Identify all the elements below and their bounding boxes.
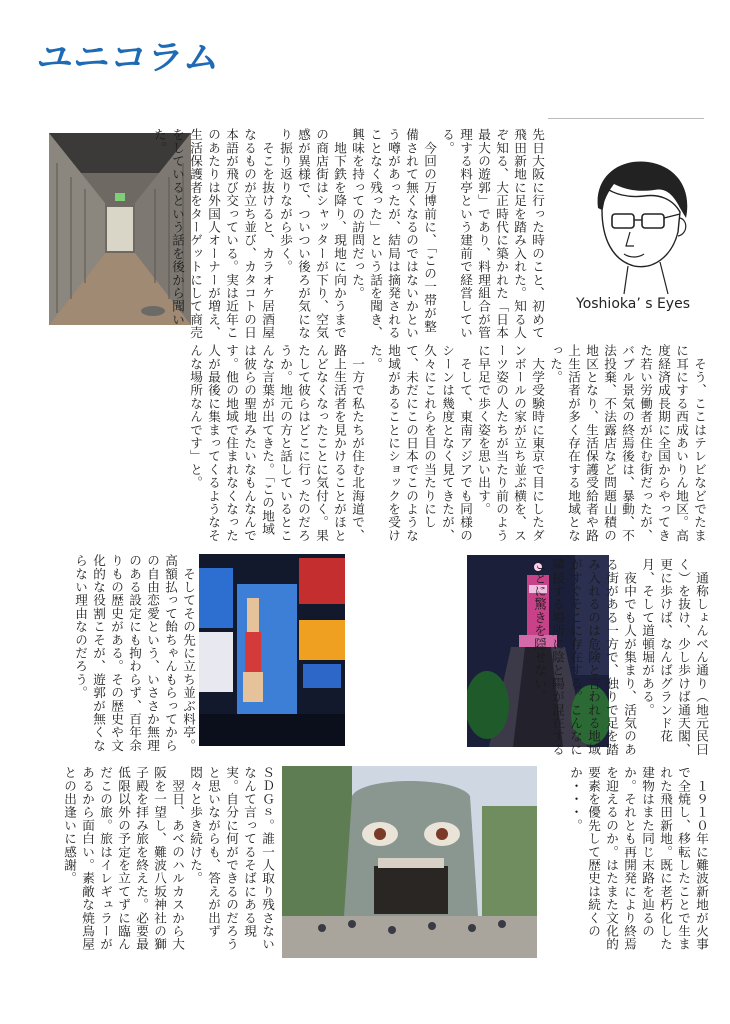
- column-logo: ユニコラム: [34, 38, 223, 78]
- article-block-4: そしてその先に立ち並ぶ料亭。高額払って飴ちゃんもらってからの自由恋愛という、いささか無理のある設定にも拘わらず、百年余りもの歴史がある。その歴史や文化的な役割こそが、遊郭が無くならない理由なのだろう。: [73, 554, 196, 752]
- portrait-caption: Yoshioka’ s Eyes: [576, 296, 691, 312]
- article-block-3: 通称しょんべん通り（地元民曰く）を抜け、少し歩けば通天閣、更に歩けば、なんばグランド花月、そして道頓堀がある。 夜中でも人が集まり、活気のある街がある一方で、独りで足を踏み入れるのは危険と言われる地域がすぐそこに存在する。こんなに隣接する場所に陰と陽が混在することに驚きを隠せない。: [532, 558, 709, 756]
- giant-lion-head-shrine-icon: [282, 766, 537, 958]
- dotonbori-photo: [199, 554, 345, 746]
- neon-signs-running-man-icon: [199, 554, 345, 746]
- article-block-1: 先日大阪に行った時のこと、初めて飛田新地に足を踏み入れた。知る人ぞ知る、大正時代に築かれた「日本最大の遊郭」であり、料理組合が管理する料亭という建前で経営している。 今回の万博前に、「この一帯が整備されて無くなるのではないかという噂があったが、結局は摘発されることなく残った」という話を聞き、興味を持っての訪問だった。 地下鉄を降り、現地に向かうまでの商店街はシャッターが下り、空気感が異様で、ついつい後ろが気になり振り返りながら歩く。 そこを抜けると、カラオケ居酒屋なるものが立ち並び、カタコトの日本語が飛び交っている。実は近年このあたりは外国人オーナーが増え、生活保護者をターゲットにして商売をしているという話を後から聞いた。: [152, 128, 545, 340]
- divider: [548, 118, 704, 119]
- article-block-2: そう、ここはテレビなどでたまに耳にする西成あいりん地区。高度経済成長期に全国からやってきた若い労働者が住む街だったが、バブル景気の終焉後は、暴動、不法投棄、不法露店など問題山積の地区となり、生活保護受給者や路上生活者が多く存在する地域となった。 大学受験時に東京で目にしたダンボールの家が立ち並ぶ横を、スーツ姿の人たちが当たり前のように早足で歩く姿を思い出す。 そして、東南アジアでも同様のシーンは幾度となく見てきたが、久々にこれらを目の当たりにして、未だにこの日本でこのような地域があることにショックを受けた。 一方で私たちが住む北海道で、路上生活者を見かけることがほとんどなくなったことに気付く。果たして彼らはどこに行ったのだろうか。地元の方と話しているとこんな言葉が出てきた。「この地域は彼らの聖地みたいなもんなんです。他の地域で住まれなくなった人が最後に集まってくるようなそんな場所なんです」と。: [188, 344, 707, 542]
- lion-shrine-photo: [282, 766, 537, 958]
- portrait-sketch: [568, 148, 704, 296]
- article-block-6: ＳＤＧｓ。誰一人取り残さないなんて言ってるそばにある現実。自分に何ができるのだろうと思いながらも、答えが出ず悶々と歩き続けた。 翌日、あべのハルカスから大阪を一望し、難波八坂神社の獅子殿を拝み旅を終えた。必要最低限以外の予定を立てずに臨んだこの旅。旅はイレギュラーがあるから面白い。素敵な焼鳥屋との出逢いに感謝。: [62, 766, 275, 951]
- man-with-glasses-sketch-icon: [568, 148, 704, 296]
- article-block-5: １９１０年に難波新地が火事で全焼し、移転したことで生まれた飛田新地。既に老朽化した建物はまた同じ末路を辿るのか。それとも再開発により終焉を迎えるのか。はたまた文化的要素を優先して歴史は続くのか・・・。: [568, 766, 709, 951]
